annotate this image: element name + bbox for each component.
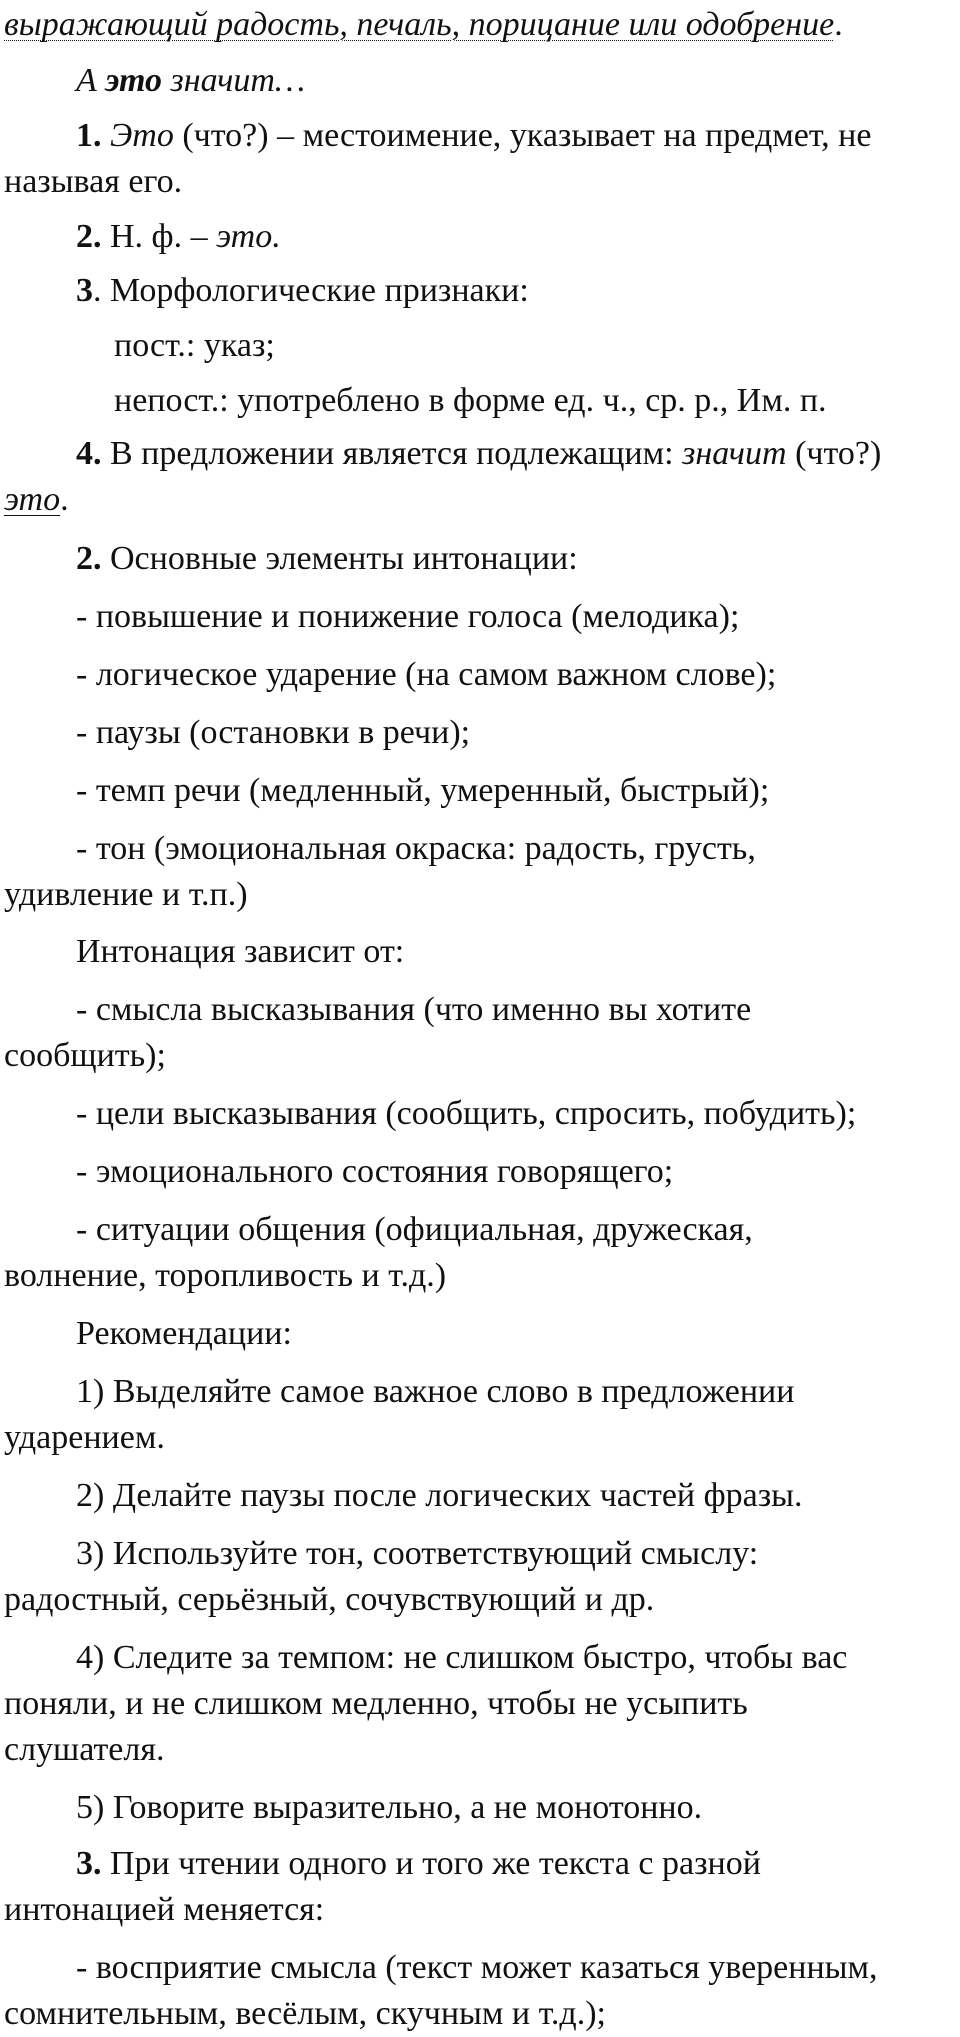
section-3-text: При чтении одного и того же текста с разной	[101, 1845, 761, 1882]
analysis-item-4-line1	[76, 431, 960, 477]
eto-heading-suffix: значит…	[161, 62, 306, 99]
eto-heading	[76, 58, 960, 104]
rec-3-line1: 3) Используйте тон, соответствующий смыслу:	[76, 1535, 759, 1572]
analysis-item-3	[76, 268, 960, 314]
rec-4-line3: слушателя.	[4, 1731, 165, 1768]
section-2-title-text: Основные элементы интонации:	[101, 540, 578, 577]
rec-1-line2: ударением.	[4, 1419, 165, 1456]
analysis-item-3-num: 3	[76, 272, 93, 309]
analysis-item-4-text: В предложении является подлежащим:	[101, 435, 683, 472]
analysis-item-1-word: Это	[110, 117, 174, 154]
analysis-item-2	[76, 214, 960, 260]
nonconst-features: непост.: употреблено в форме ед. ч., ср. р., Им. п.	[114, 382, 827, 419]
rec-1-line1: 1) Выделяйте самое важное слово в предложении	[76, 1373, 795, 1410]
dep-4-line2: волнение, торопливость и т.д.)	[4, 1257, 447, 1294]
element-item: - темп речи (медленный, умеренный, быстрый);	[76, 772, 770, 809]
rec-4-line1: 4) Следите за темпом: не слишком быстро, чтобы вас	[76, 1639, 848, 1676]
rec-5: 5) Говорите выразительно, а не монотонно.	[76, 1789, 703, 1826]
recommendations-title: Рекомендации:	[76, 1315, 292, 1352]
section-3-line1	[76, 1841, 960, 1887]
analysis-item-2-num: 2.	[76, 218, 102, 255]
analysis-item-2-word: это.	[216, 218, 281, 255]
element-item: - повышение и понижение голоса (мелодика);	[76, 598, 740, 635]
intro-period: .	[834, 6, 843, 43]
rec-3-line2: радостный, серьёзный, сочувствующий и др.	[4, 1581, 655, 1618]
section-3-line2: интонацией меняется:	[4, 1891, 325, 1928]
dep-3: - эмоционального состояния говорящего;	[76, 1153, 674, 1190]
tone-line1: - тон (эмоциональная окраска: радость, грусть,	[76, 830, 756, 867]
analysis-item-4-word2: это	[4, 481, 61, 518]
analysis-item-1-num: 1.	[76, 117, 102, 154]
analysis-item-4-end: .	[60, 481, 69, 518]
dep-4-line1: - ситуации общения (официальная, дружеская,	[76, 1211, 753, 1248]
element-item: - паузы (остановки в речи);	[76, 714, 471, 751]
rec-2: 2) Делайте паузы после логических частей фразы.	[76, 1477, 803, 1514]
section-2-num: 2.	[76, 540, 102, 577]
analysis-item-1-text: (что?) – местоимение, указывает на предмет, не	[173, 117, 872, 154]
rec-4-line2: поняли, и не слишком медленно, чтобы не усыпить	[4, 1685, 748, 1722]
const-features: пост.: указ;	[114, 327, 275, 364]
section-3-item-1-line1: - восприятие смысла (текст может казаться уверенным,	[76, 1949, 878, 1986]
dep-1-line1: - смысла высказывания (что именно вы хотите	[76, 991, 752, 1028]
analysis-item-4-line2	[4, 477, 944, 523]
element-item: - логическое ударение (на самом важном слове);	[76, 656, 777, 693]
intro-italic-text: выражающий радость, печаль, порицание или одобрение	[4, 6, 835, 43]
dep-1-line2: сообщить);	[4, 1037, 166, 1074]
analysis-item-1-line1	[76, 113, 960, 159]
tone-line2: удивление и т.п.)	[4, 876, 248, 913]
intro-line	[4, 2, 944, 48]
analysis-item-1-line2: называя его.	[4, 163, 183, 200]
dep-2: - цели высказывания (сообщить, спросить, побудить);	[76, 1095, 857, 1132]
section-3-num: 3.	[76, 1845, 102, 1882]
analysis-item-4-rest: (что?)	[786, 435, 882, 472]
analysis-item-2-text: Н. ф. –	[101, 218, 217, 255]
section-3-item-1-line2: сомнительным, весёлым, скучным и т.д.);	[4, 1995, 606, 2032]
eto-heading-word: это	[105, 62, 162, 99]
analysis-item-3-text: . Морфологические признаки:	[93, 272, 529, 309]
analysis-item-4-word1: значит	[682, 435, 787, 472]
eto-heading-prefix: А	[76, 62, 106, 99]
analysis-item-4-num: 4.	[76, 435, 102, 472]
depends-title: Интонация зависит от:	[76, 933, 405, 970]
section-2-title	[76, 536, 960, 582]
